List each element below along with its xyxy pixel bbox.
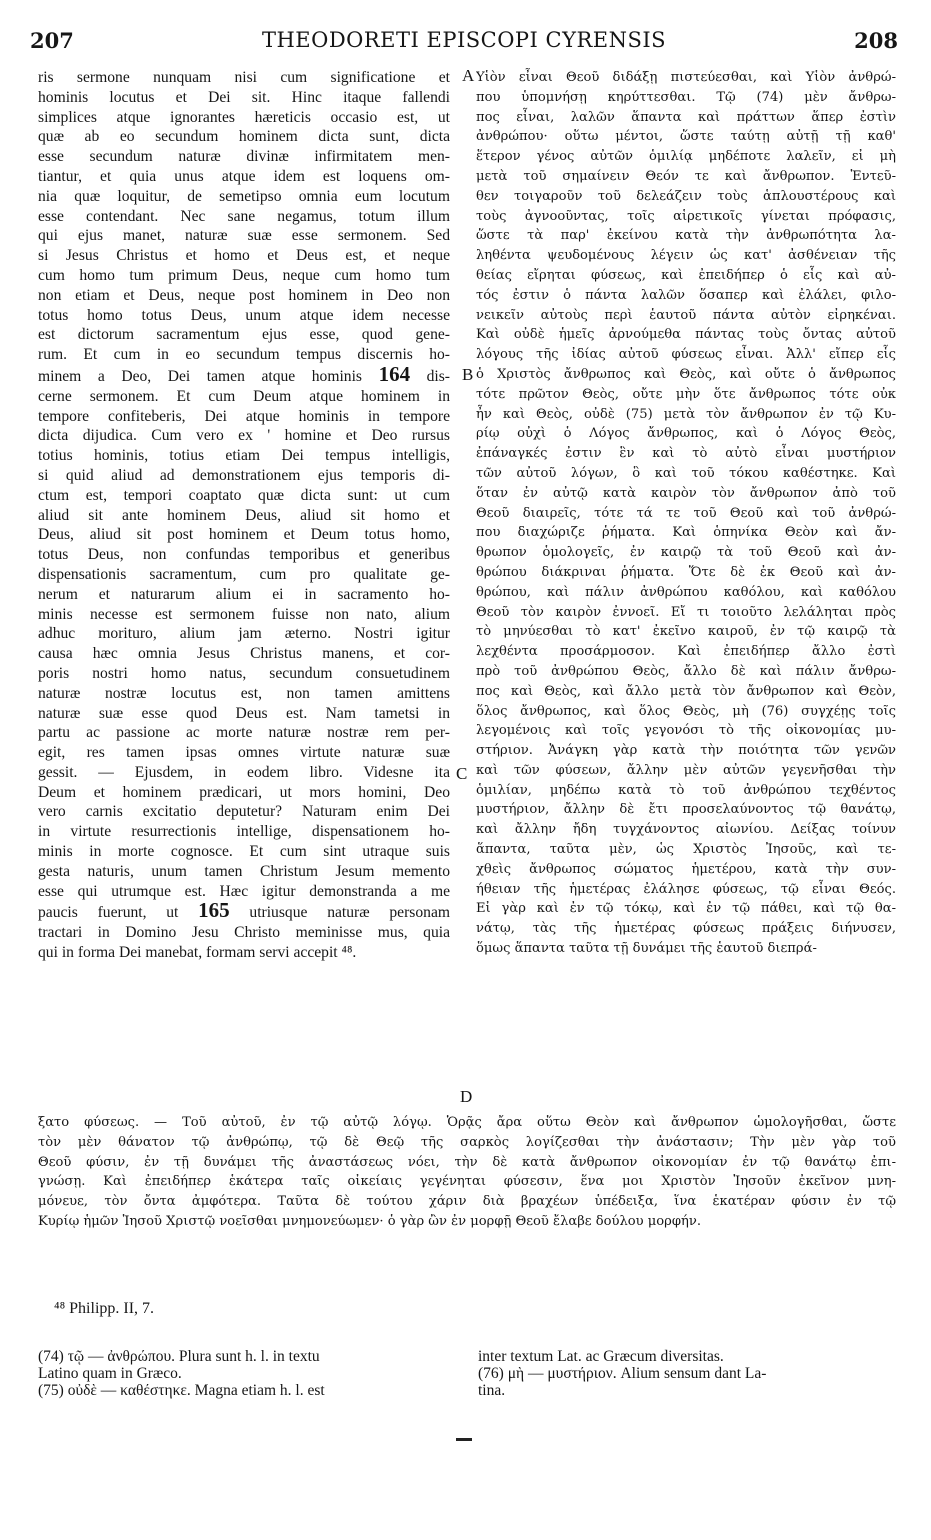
greek-text-line: ἐπάναγκές ἐστιν ἓν καὶ τὸ αὐτὸ εἶναι μυστήριον xyxy=(476,446,896,462)
latin-text-line: dicta dijudica. Cum vero ex ' homine et Deo rursus xyxy=(38,427,450,445)
greek-text-line: θεν τοιγαροῦν τοῦ δελεάζειν τοὺς ἁπλουστέρους καὶ xyxy=(476,188,896,204)
greek-text-line: Εἰ γὰρ καὶ ἐν τῷ τόκῳ, καὶ ἐν τῷ πάθει, καὶ τῷ θα- xyxy=(476,901,896,917)
margin-letter-a: A xyxy=(462,66,475,85)
latin-text-line: hominis locutus et Dei sit. Hinc itaque fallendi xyxy=(38,88,450,106)
latin-text-line: causa hæc omnia Jesus Christus manens, et cor- xyxy=(38,645,450,663)
greek-text-line: ρίῳ οὐχὶ ὁ Λόγος ἄνθρωπος, καὶ ὁ Λόγος Θεὸς, xyxy=(476,426,896,442)
latin-text-line: quæ ab eo secundum hominem dicta sunt, dicta xyxy=(38,128,450,146)
footnote-line: inter textum Lat. ac Græcum diversitas. xyxy=(478,1348,724,1365)
latin-text-line: totus homo totus Deus, unum atque idem necesse xyxy=(38,306,450,324)
greek-text-line: που ὑπομνήσῃ κηρύττεσθαι. Τῷ (74) μὲν ἄνθρω- xyxy=(476,89,896,105)
greek-column xyxy=(476,68,896,959)
latin-text-line: adhuc morituro, alium jam æterno. Nostri igitur xyxy=(38,625,450,643)
greek-text-line: ὥστε τὰ παρ' ἐκείνου κατὰ τὴν ἀνθρωπότητα λα- xyxy=(476,228,896,244)
greek-text-line: τοὺς ἀγνοοῦντας, τοῖς αἱρετικοῖς γίνεται πρόφασις, xyxy=(476,208,896,224)
latin-text-line: rum. Et cum in eo secundum tempus discernis ho- xyxy=(38,346,450,364)
greek-text-line: γνώσῃ. Καὶ ἐπειδήπερ ἑκάτερα ταῖς οἰκείαις γεγένηται φύσεσιν, ἕνα μοι Χριστὸν Ἰησοῦν ἐκεῖνον μνη- xyxy=(38,1174,896,1190)
latin-text-line: cerne sermonem. Et cum Deum atque hominem in xyxy=(38,387,450,405)
latin-text-line: partu ac passione ac morte naturæ nostræ rem per- xyxy=(38,724,450,742)
greek-text-line: ὅλος ἄνθρωπος, καὶ ὅλος Θεὸς, μὴ (76) συγχέῃς τοῖς xyxy=(476,703,896,719)
latin-text-line: cum homo tum primum Deus, neque cum homo tum xyxy=(38,266,450,284)
greek-text-line: λεχθέντα προσάρμοσον. Καὶ ἐπειδήπερ ἄλλο ἐστὶ xyxy=(476,644,896,660)
greek-text-line: πος καὶ Θεὸς, καὶ ἄλλο μετὰ τὸν ἄνθρωπον καὶ Θεὸν, xyxy=(476,683,896,699)
greek-text-line: θείας εἴρηται φύσεως, καὶ ἐπειδήπερ ὁ εἷς καὶ αὐ- xyxy=(476,267,896,283)
margin-letter-b: B xyxy=(462,365,474,384)
latin-text-line: minem a Deo, Dei tamen atque hominis 164 dis- xyxy=(38,361,450,386)
margin-letter-c: C xyxy=(456,764,468,783)
greek-text-line: μετὰ τοῦ σημαίνειν Θεόν τε καὶ ἄνθρωπον. Ἐντεῦ- xyxy=(476,168,896,184)
footnote-line: (74) τῷ — ἀνθρώπου. Plura sunt h. l. in textu xyxy=(38,1348,320,1365)
latin-text-line: dispensationis sacramentum, cum pro qualitate ge- xyxy=(38,565,450,583)
latin-text-line: esse contendant. Nec sane negamus, totum illum xyxy=(38,207,450,225)
greek-text-line: ἦν καὶ Θεὸς, οὐδὲ (75) μετὰ τὸν ἄνθρωπον ἐν τῷ Κυ- xyxy=(476,406,896,422)
greek-text-line: ὅμως ἅπαντα ταῦτα τῇ δυνάμει τῆς ἑαυτοῦ διεπρά- xyxy=(476,941,817,957)
greek-text-line: χθεὶς ἄνθρωπος σώματος ἡμετέρου, κατὰ τὴν συν- xyxy=(476,861,896,877)
latin-text-line: nerum et naturarum alium ei in sacramento ho- xyxy=(38,585,450,603)
greek-text-line: Θεοῦ τὸν καιρὸν ἐννοεῖ. Εἴ τι τοιοῦτο λελάληται πρὸς xyxy=(476,604,896,620)
greek-text-line: ἅπαντα, ταῦτα μὲν, ὡς Χριστὸς Ἰησοῦς, καὶ τε- xyxy=(476,842,896,858)
latin-text-line: tractari in Domino Jesu Christo meminisse mus, quia xyxy=(38,924,450,942)
greek-text-line: λόγους τῆς ἰδίας αὐτοῦ φύσεως εἶναι. Ἀλλ' εἴπερ εἷς xyxy=(476,347,896,363)
greek-text-line: ἕτερον γένος αὐτῶν ὁμιλίᾳ μηδέποτε λαλεῖν, εἰ μὴ xyxy=(476,149,896,165)
column-number-marker: 165 xyxy=(198,898,230,923)
latin-text-line: in virtute resurrectionis intellige, dispensationem ho- xyxy=(38,823,450,841)
latin-text-line: nia quæ loquitur, de semetipso omnia eum locutum xyxy=(38,187,450,205)
footnotes-right xyxy=(478,1348,898,1399)
greek-text-line: τότε πρῶτον Θεὸς, οὔτε μὴν ὅτε ἄνθρωπος τότε οὐκ xyxy=(476,386,896,402)
latin-text-line: esse secundum naturæ divinæ infirmitatem men- xyxy=(38,148,450,166)
latin-text-line: gessit. — Ejusdem, in eodem libro. Videsne ita xyxy=(38,763,450,781)
latin-text-line: poris nostri homo natus, secundum consuetudinem xyxy=(38,664,450,682)
greek-text-line: Θεοῦ διαιρεῖς, τότε τά τε τοῦ Θεοῦ καὶ τοῦ ἀνθρώ- xyxy=(476,505,896,521)
latin-text-line: tempore confiteberis, Dei atque hominis in tempore xyxy=(38,407,450,425)
greek-text-line: καὶ τῶν φύσεων, ἄλλην μὲν αὐτῶν γεγενῆσθαι τὴν xyxy=(476,762,896,778)
latin-text-line: naturæ nostræ locutus est, non tamen amittens xyxy=(38,684,450,702)
latin-text-line: ctum est, tempori coaptato quæ dicta sunt: ut cum xyxy=(38,486,450,504)
greek-text-line: λεγομένοις καὶ τοῖς γεγονόσι τὸ τῆς οἰκονομίας μυ- xyxy=(476,723,896,739)
page-end-rule xyxy=(456,1438,472,1441)
greek-text-line: στήριον. Ἀνάγκη γὰρ κατὰ τὴν ποιότητα τῶν γενῶν xyxy=(476,743,896,759)
greek-text-line: θρώπου διάκριναι ῥήματα. Ὅτε δὲ ἐκ Θεοῦ καὶ ἀν- xyxy=(476,564,896,580)
column-number-marker: 164 xyxy=(378,361,411,386)
right-page-number: 208 xyxy=(854,28,898,53)
greek-text-line: νάτῳ, τὰς τῆς ἡμετέρας φύσεως πράξεις διήνυσεν, xyxy=(476,921,896,937)
greek-text-line: ἀνθρώπου· οὕτω μέντοι, ὥστε ταύτῃ αὐτῇ τῇ καθ' xyxy=(476,129,896,145)
greek-text-line: που διαχώριζε ῥήματα. Καὶ ὁπηνίκα Θεὸν καὶ ἄν- xyxy=(476,525,896,541)
latin-text-line: vero carnis excitatio deputetur? Naturam enim Dei xyxy=(38,803,450,821)
greek-text-line: ὅταν ἐν αὐτῷ κατὰ καιρὸν τὸν ἄνθρωπον ἀπὸ τοῦ xyxy=(476,485,896,501)
latin-text-line: est dictorum sacramentum ejus esse, quod gene- xyxy=(38,326,450,344)
footnotes-left xyxy=(38,1348,458,1399)
scripture-reference: ⁴⁸ Philipp. II, 7. xyxy=(54,1300,155,1317)
greek-text-line: ὁ Χριστὸς ἄνθρωπος καὶ Θεὸς, καὶ οὔτε ὁ ἄνθρωπος xyxy=(476,366,896,382)
latin-text-line: gesta naturis, unum tamen Christum Jesum memento xyxy=(38,862,450,880)
greek-text-line: μόνευε, τὸν ὄντα ἀμφότερα. Ταῦτα δὲ τούτου χάριν διὰ βραχέων ὑπέδειξα, ἵνα ἑκατέραν φύσιν ἐν τῷ xyxy=(38,1194,896,1210)
greek-text-line: Κυρίῳ ἡμῶν Ἰησοῦ Χριστῷ νοεῖσθαι μνημονεύωμεν· ὁ γὰρ ὢν ἐν μορφῇ Θεοῦ ἔλαβε δούλου μορφήν. xyxy=(38,1213,701,1229)
greek-text-line: τὸν μὲν θάνατον τῷ ἀνθρώπῳ, τῷ δὲ Θεῷ τῆς σαρκὸς λογίζεσθαι τὴν ἀνάστασιν; Τὴν μὲν γὰρ τοῦ xyxy=(38,1134,896,1150)
latin-text-line: tiantur, et quia unus atque idem est loquens om- xyxy=(38,167,450,185)
latin-text-line: totius hominis, totius etiam Dei tempus intelligis, xyxy=(38,447,450,465)
greek-text-line: καὶ ἄλλην ἤδη τυγχάνοντος αἰωνίου. Δείξας τοίνυν xyxy=(476,822,896,838)
latin-text-line: qui in forma Dei manebat, formam servi accepit ⁴⁸. xyxy=(38,944,357,962)
greek-text-line: ὁμιλίαν, μηδέπω κατὰ τὸ τοῦ ἀνθρώπου τεχθέντος xyxy=(476,782,896,798)
greek-text-line: ληθέντα ψευδομένους λέγειν ὡς κατ' ἀσθένειαν τῆς xyxy=(476,248,896,264)
latin-text-line: totus Deus, non confundas temporibus et generibus xyxy=(38,546,450,564)
greek-text-line: τῶν αὐτοῦ λόγων, ὃ καὶ τοῦ τόκου καθέστηκε. Καὶ xyxy=(476,465,896,481)
margin-letter-d: D xyxy=(460,1087,473,1106)
footnote-line: tina. xyxy=(478,1382,506,1399)
footnote-line: Latino quam in Græco. xyxy=(38,1365,182,1382)
greek-text-line: Θεοῦ φύσιν, ἐν τῇ δυνάμει τῆς ἀναστάσεως νόει, τὴν δὲ κατὰ ἄνθρωπον οἰκονομίαν ἐν τῷ θανάτῳ ἐπι- xyxy=(38,1154,896,1170)
greek-text-line: θρώπου, καὶ πάλιν ἀνθρώπου καθόλου, καὶ καθόλου xyxy=(476,584,896,600)
left-page-number: 207 xyxy=(30,28,74,53)
running-title: THEODORETI EPISCOPI CYRENSIS xyxy=(261,28,667,52)
greek-text-line: μυστήριον, ἄλλην δὲ ἔτι προσελαύνοντος τῷ θανάτῳ, xyxy=(476,802,896,818)
latin-text-line: egit, res tamen ipsas omnes virtute naturæ suæ xyxy=(38,744,450,762)
greek-text-line: ήθειαν τῆς ἡμετέρας ἐλάλησε φύσεως, τῷ εἶναι Θεός. xyxy=(476,881,896,897)
greek-text-line: θρωπον ὁμολογεῖς, ἐν καιρῷ τὰ τοῦ Θεοῦ καὶ ἀν- xyxy=(476,545,896,561)
greek-text-line: νεικεῖν αὐτοὺς περὶ ἑαυτοῦ πάντα αὐτὸν εἰρηκέναι. xyxy=(476,307,896,323)
greek-text-line: Υἱὸν εἶναι Θεοῦ διδάξῃ πιστεύεσθαι, καὶ Υἱὸν ἀνθρώ- xyxy=(476,70,896,85)
latin-text-line: si quid aliud ad demonstrationem ejus temporis di- xyxy=(38,466,450,484)
greek-text-line: πος εἶναι, λαλῶν ἅπαντα καὶ πράττων ἅπερ ἐστὶν xyxy=(476,109,896,125)
footnote-line: (76) μὴ — μυστήριον. Alium sensum dant La- xyxy=(478,1365,767,1382)
latin-column xyxy=(38,68,450,963)
latin-text-line: esse qui utrumque est. Hæc igitur demonstranda a me xyxy=(38,882,450,900)
latin-text-line: aliud sit ante hominem Deus, aliud sit homo et xyxy=(38,506,450,524)
greek-text-line: Καὶ οὐδὲ ἡμεῖς ἀρνούμεθα πάντας τοὺς ὄντας αὐτοῦ xyxy=(476,327,896,343)
latin-text-line: simplices atque ignorantes hæreticis occasio est, ut xyxy=(38,108,450,126)
latin-text-line: Deus, aliud sit post hominem et Deum totus homo, xyxy=(38,526,450,544)
latin-text-line: minis necesse est sermonem fuisse non nato, alium xyxy=(38,605,450,623)
latin-text-line: ris sermone nunquam nisi cum significatione et xyxy=(38,69,450,86)
latin-text-line: Deum et hominem prædicari, ut mors homini, Deo xyxy=(38,783,450,801)
latin-text-line: paucis fuerunt, ut 165 utriusque naturæ personam xyxy=(38,898,450,923)
latin-text-line: minis in morte cognosce. Et cum sint utraque suis xyxy=(38,843,450,861)
latin-text-line: si Jesus Christus et homo et Deus est, et neque xyxy=(38,247,450,265)
footnote-line: (75) οὐδὲ — καθέστηκε. Magna etiam h. l. est xyxy=(38,1382,325,1399)
page-header xyxy=(30,28,898,62)
latin-text-line: non etiam et Deus, neque post hominem in Deo non xyxy=(38,286,450,304)
latin-text-line: qui ejus manet, naturæ suæ esse sermonem. Sed xyxy=(38,227,450,245)
latin-text-line: naturæ suæ esse quod Deus est. Nam tametsi in xyxy=(38,704,450,722)
greek-full-width-text xyxy=(38,1113,896,1232)
greek-text-line: ξατο φύσεως. — Τοῦ αὐτοῦ, ἐν τῷ αὐτῷ λόγῳ. Ὁρᾷς ἄρα οὕτω Θεὸν καὶ ἄνθρωπον ὡμολογῆσθαι, ὥστε xyxy=(38,1115,896,1130)
greek-text-line: τός ἐστιν ὁ πάντα λαλῶν ὅσαπερ καὶ ἐλάλει, φιλο- xyxy=(476,287,896,303)
greek-text-line: πρὸ τοῦ ἀνθρώπου Θεὸς, ἄλλο δὲ καὶ πάλιν ἄνθρω- xyxy=(476,663,896,679)
greek-text-line: τὸ μηνύεσθαι τὸ κατ' ἐκεῖνο καιροῦ, ἐν τῷ καιρῷ τὰ xyxy=(476,624,896,640)
